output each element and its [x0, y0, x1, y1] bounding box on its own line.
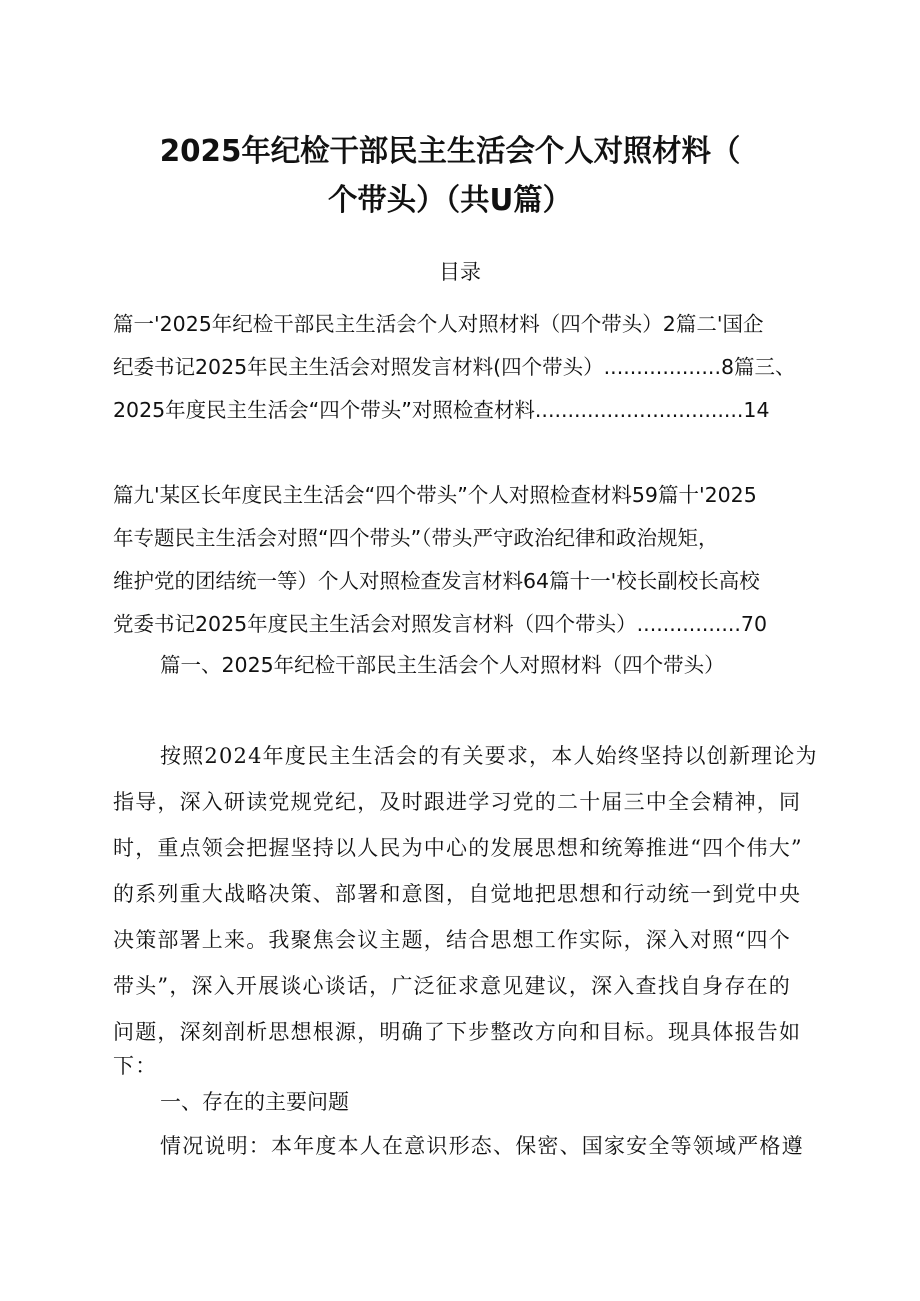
section-title: 篇一、2025年纪检干部民主生活会个人对照材料（四个带头）	[160, 653, 725, 677]
body-paragraph-line: 问题，深刻剖析思想根源，明确了下步整改方向和目标。现具体报告如	[113, 1020, 802, 1044]
body-paragraph-line: 带头”，深入开展谈心谈话，广泛征求意见建议，深入查找自身存在的	[113, 974, 791, 998]
toc-line[interactable]: 纪委书记2025年民主生活会对照发言材料(四个带头）..................8篇三、	[113, 355, 796, 379]
toc-heading: 目录	[439, 260, 481, 284]
body-paragraph-line: 时，重点领会把握坚持以人民为中心的发展思想和统筹推进“四个伟大”	[113, 836, 803, 860]
body-paragraph-line: 按照2024年度民主生活会的有关要求，本人始终坚持以创新理论为	[160, 744, 818, 768]
body-paragraph-line: 指导，深入研读党规党纪，及时跟进学习党的二十届三中全会精神，同	[113, 790, 802, 814]
toc-line[interactable]: 维护党的团结统一等）个人对照检查发言材料64篇十一'校长副校长高校	[113, 569, 760, 593]
toc-line[interactable]: 年专题民主生活会对照“四个带头”（带头严守政治纪律和政治规矩，	[113, 526, 719, 550]
body-paragraph-line: 下：	[113, 1054, 158, 1078]
toc-line[interactable]: 篇九'某区长年度民主生活会“四个带头”个人对照检查材料59篇十'2025	[113, 483, 757, 507]
toc-line[interactable]: 党委书记2025年度民主生活会对照发言材料（四个带头）................70	[113, 612, 768, 636]
body-paragraph-line: 的系列重大战略决策、部署和意图，自觉地把思想和行动统一到党中央	[113, 882, 802, 906]
section-subheading: 一、存在的主要问题	[160, 1090, 349, 1114]
body-paragraph-line: 决策部署上来。我聚焦会议主题，结合思想工作实际，深入对照“四个	[113, 928, 791, 952]
toc-line[interactable]: 篇一'2025年纪检干部民主生活会个人对照材料（四个带头）2篇二'国企	[113, 312, 764, 336]
body-paragraph-line: 情况说明：本年度本人在意识形态、保密、国家安全等领域严格遵	[160, 1134, 804, 1158]
document-title-line-1: 2025年纪检干部民主生活会个人对照材料（	[159, 134, 741, 169]
toc-line[interactable]: 2025年度民主生活会“四个带头”对照检查材料................................14	[113, 398, 770, 422]
document-title-line-2: 个带头）（共U篇）	[328, 183, 572, 218]
